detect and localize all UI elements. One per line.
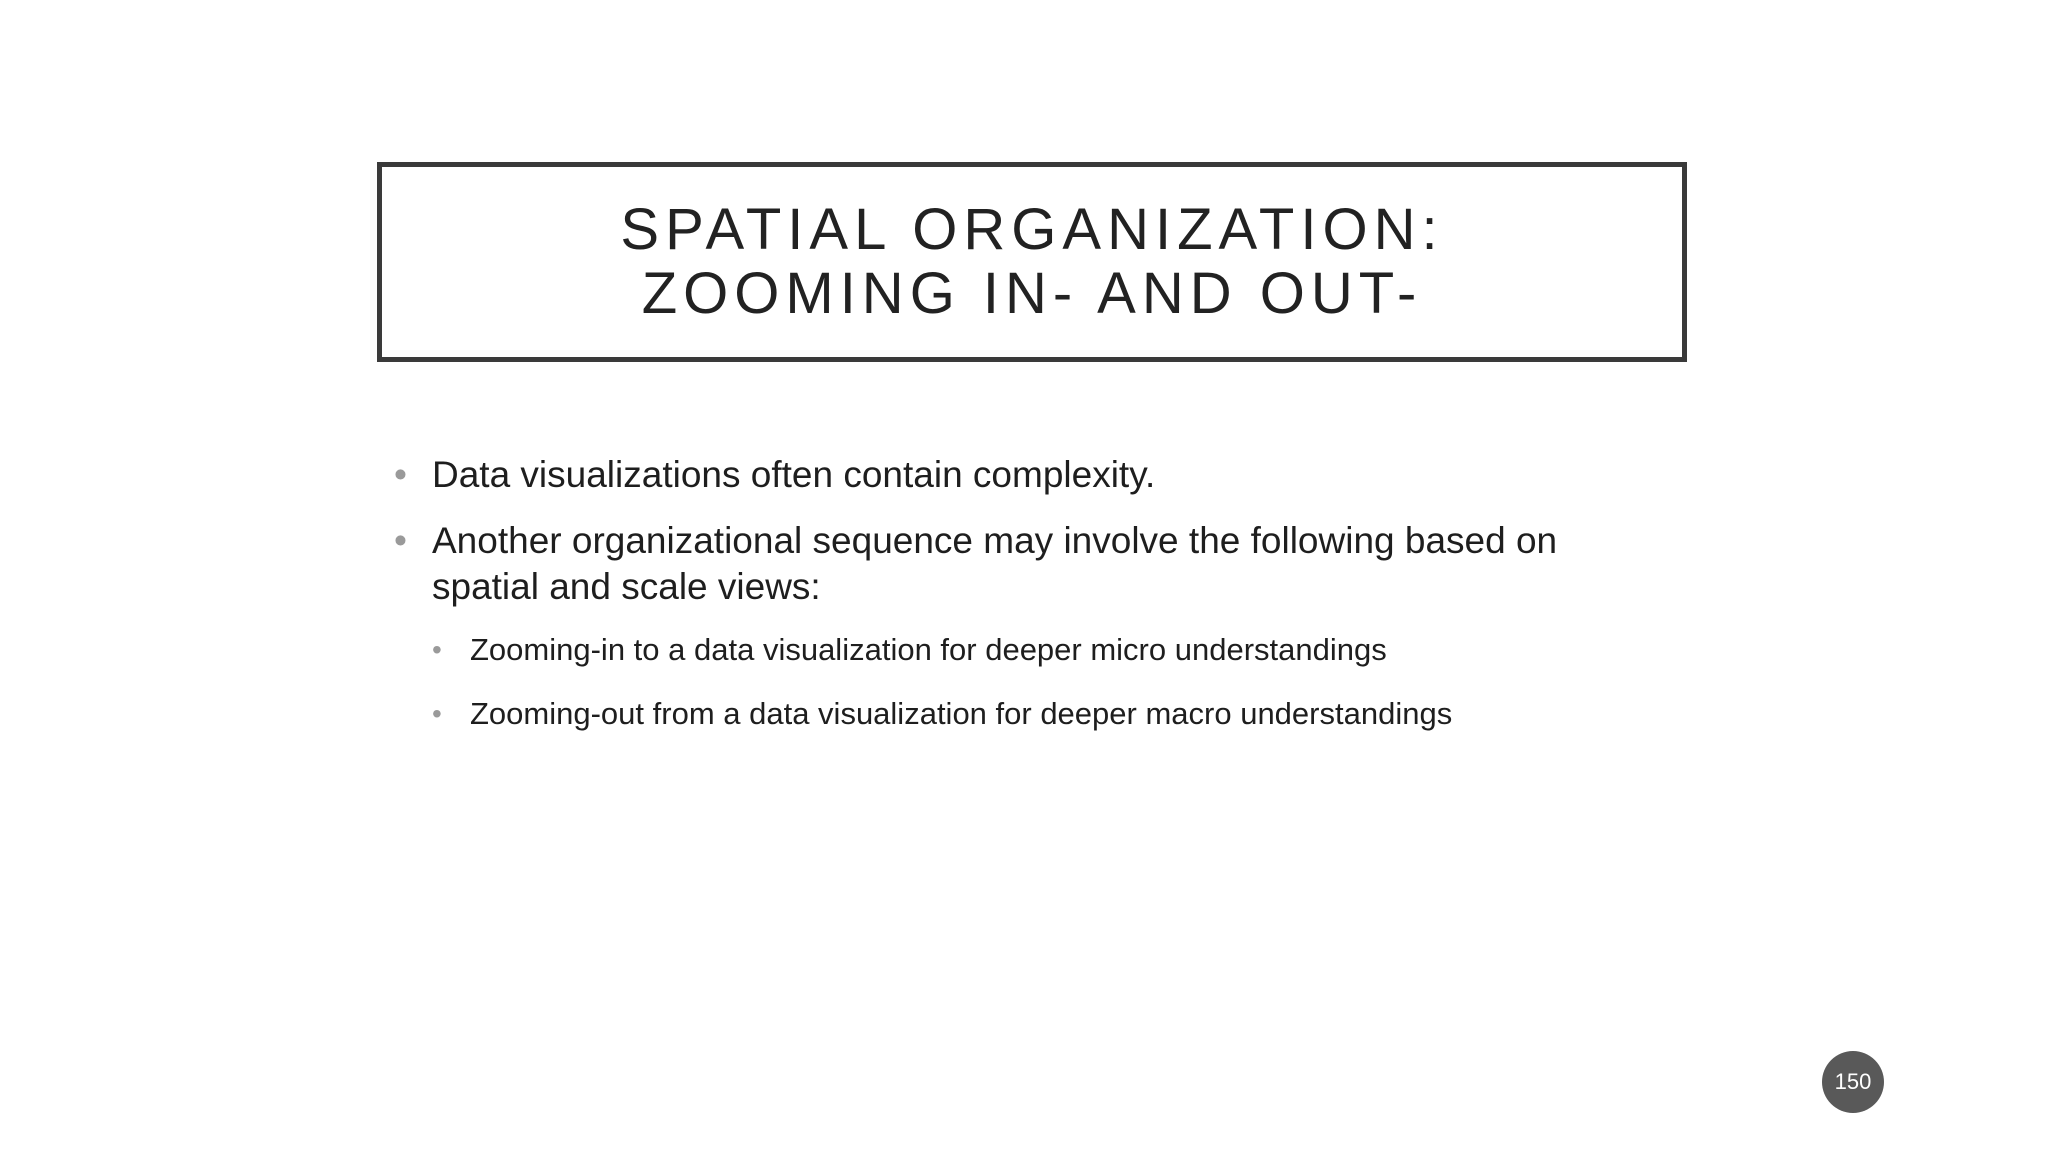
bullet-item xyxy=(394,452,1664,498)
sub-bullet-text: Zooming-out from a data visualization for deeper macro understandings xyxy=(470,696,1453,731)
sub-bullet-dot-icon: • xyxy=(432,634,442,665)
page-number-badge: 150 xyxy=(1822,1051,1884,1113)
title-box xyxy=(377,162,1687,362)
sub-bullet-item xyxy=(432,630,1664,670)
sub-bullet-list xyxy=(432,630,1664,734)
bullet-text: Another organizational sequence may involve the following based on spatial and scale views: xyxy=(432,520,1558,607)
slide-title-line-2: ZOOMING IN- AND OUT- xyxy=(641,261,1423,326)
bullet-item xyxy=(394,518,1664,610)
bullet-dot-icon: • xyxy=(394,454,407,495)
bullet-text: Data visualizations often contain complexity. xyxy=(432,454,1156,495)
sub-bullet-item xyxy=(432,694,1664,734)
slide-title-line-1: SPATIAL ORGANIZATION: xyxy=(620,197,1444,262)
sub-bullet-dot-icon: • xyxy=(432,698,442,729)
bullet-list xyxy=(394,452,1664,758)
bullet-dot-icon: • xyxy=(394,520,407,561)
sub-bullet-text: Zooming-in to a data visualization for deeper micro understandings xyxy=(470,632,1387,667)
